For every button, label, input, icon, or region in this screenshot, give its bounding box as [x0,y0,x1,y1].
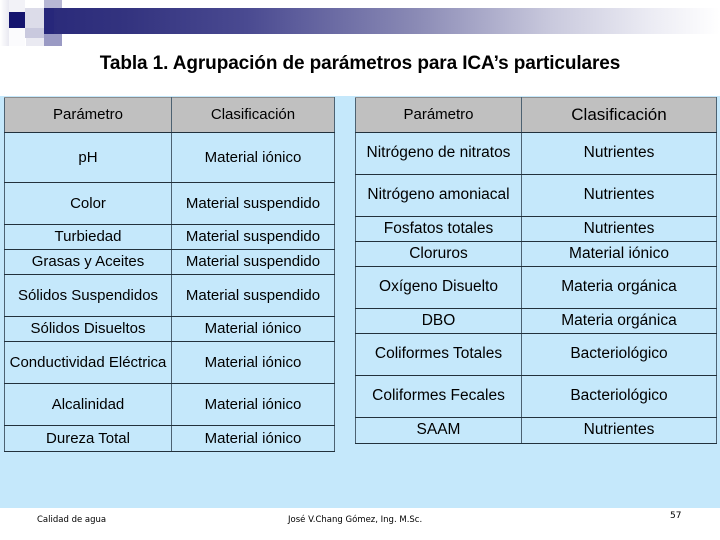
cell-parametro: Coliformes Totales [356,334,522,376]
banner-pale-block-3 [25,28,44,38]
table-row [5,426,335,452]
cell-parametro: DBO [356,309,522,334]
cell-parametro: SAAM [356,418,522,444]
table-row [5,275,335,317]
column-header-clasificacion: Clasificación [172,98,335,133]
cell-parametro: Sólidos Disueltos [5,317,172,342]
cell-parametro: Cloruros [356,242,522,267]
cell-parametro: Grasas y Aceites [5,250,172,275]
cell-clasificacion: Bacteriológico [522,334,717,376]
table-row [356,267,717,309]
table-row [356,309,717,334]
cell-parametro: Nitrógeno amoniacal [356,175,522,217]
table-row [5,384,335,426]
table-row [5,250,335,275]
banner-dark-block [44,8,54,34]
table-row [5,133,335,183]
cell-parametro: Coliformes Fecales [356,376,522,418]
cell-parametro: Fosfatos totales [356,217,522,242]
cell-clasificacion: Material suspendido [172,183,335,225]
cell-clasificacion: Material suspendido [172,275,335,317]
column-header-clasificacion: Clasificación [522,98,717,133]
cell-clasificacion: Material iónico [172,384,335,426]
cell-clasificacion: Material suspendido [172,250,335,275]
banner-light-block-1 [9,0,25,12]
table-row [5,317,335,342]
table-row [356,418,717,444]
table-header-row [356,98,717,133]
table-row [356,334,717,376]
cell-clasificacion: Materia orgánica [522,309,717,334]
cell-clasificacion: Material iónico [172,426,335,452]
cell-parametro: pH [5,133,172,183]
table-row [5,342,335,384]
slide-banner [0,0,720,46]
banner-mid-block-2 [26,38,44,46]
cell-clasificacion: Nutrientes [522,418,717,444]
page-title: Tabla 1. Agrupación de parámetros para ICA’s particulares [99,53,621,74]
table-row [356,175,717,217]
table-row [5,183,335,225]
parameters-table-left [4,97,335,452]
cell-parametro: Color [5,183,172,225]
column-header-parametro: Parámetro [5,98,172,133]
column-header-parametro: Parámetro [356,98,522,133]
cell-parametro: Nitrógeno de nitratos [356,133,522,175]
banner-pale-block-2 [44,0,62,8]
cell-clasificacion: Bacteriológico [522,376,717,418]
footer-page-number: 57 [670,511,682,518]
banner-gradient-bar [44,8,720,34]
cell-parametro: Turbiedad [5,225,172,250]
cell-clasificacion: Nutrientes [522,175,717,217]
footer-author-text: José V.Chang Gómez, Ing. M.Sc. [288,515,423,525]
footer-left-text: Calidad de agua [37,515,107,525]
banner-pale-block-1 [25,8,44,28]
cell-clasificacion: Nutrientes [522,217,717,242]
table-row [356,133,717,175]
cell-clasificacion: Material iónico [522,242,717,267]
table-row [356,376,717,418]
parameters-table-right [355,97,717,444]
banner-fade-block [0,0,9,46]
table-header-row [5,98,335,133]
cell-parametro: Dureza Total [5,426,172,452]
banner-navy-square [9,12,25,28]
cell-clasificacion: Material iónico [172,133,335,183]
cell-parametro: Oxígeno Disuelto [356,267,522,309]
cell-clasificacion: Material iónico [172,342,335,384]
table-row [356,217,717,242]
cell-clasificacion: Materia orgánica [522,267,717,309]
banner-mid-block-1 [44,34,62,46]
table-row [356,242,717,267]
cell-parametro: Conductividad Eléctrica [5,342,172,384]
cell-clasificacion: Material iónico [172,317,335,342]
cell-clasificacion: Nutrientes [522,133,717,175]
table-row [5,225,335,250]
cell-parametro: Alcalinidad [5,384,172,426]
cell-clasificacion: Material suspendido [172,225,335,250]
cell-parametro: Sólidos Suspendidos [5,275,172,317]
banner-light-block-2 [9,28,25,46]
